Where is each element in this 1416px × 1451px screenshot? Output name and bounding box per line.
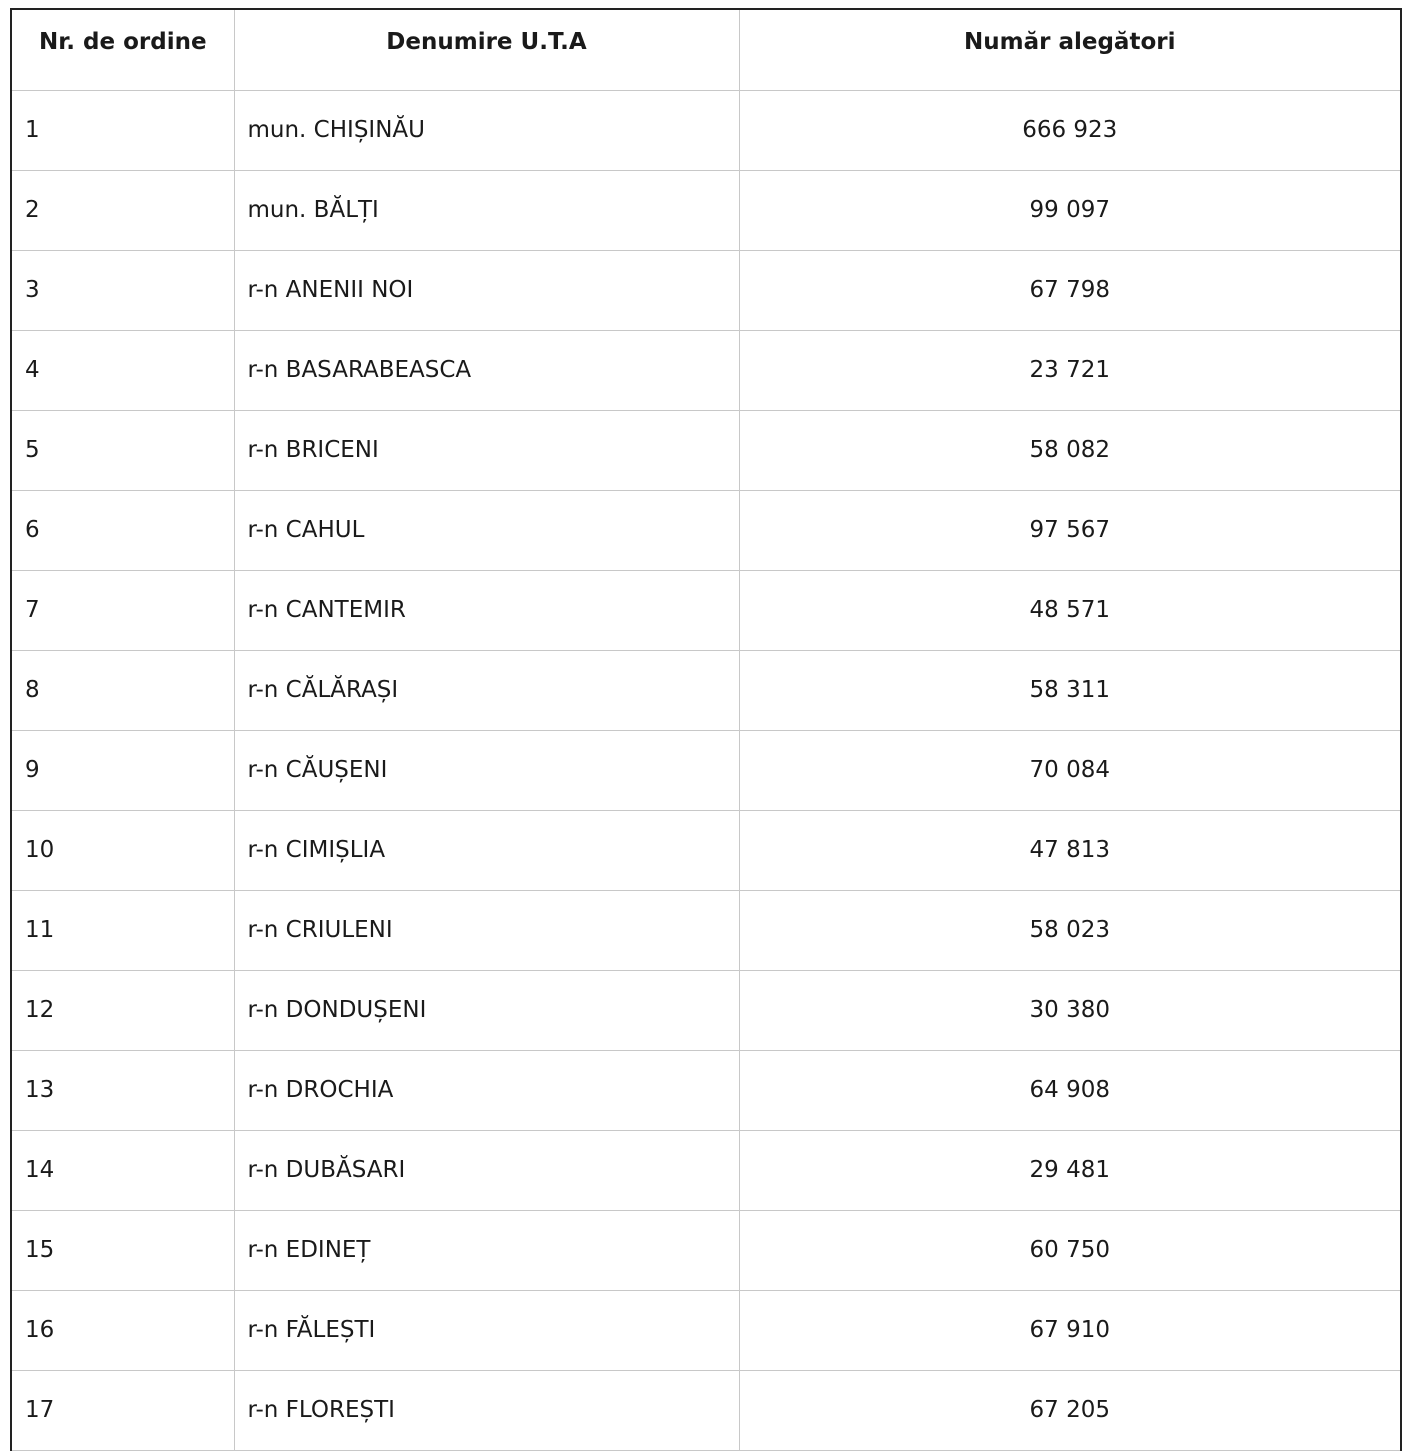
table-row	[11, 330, 1401, 410]
table-row	[11, 90, 1401, 170]
cell-nr: 15	[11, 1210, 234, 1290]
cell-name: r-n DONDUȘENI	[234, 970, 739, 1050]
cell-voters: 70 084	[739, 730, 1401, 810]
table-row	[11, 490, 1401, 570]
cell-name: r-n CĂUȘENI	[234, 730, 739, 810]
table-row	[11, 810, 1401, 890]
table-row	[11, 650, 1401, 730]
table-row	[11, 970, 1401, 1050]
cell-voters: 67 205	[739, 1370, 1401, 1450]
cell-nr: 11	[11, 890, 234, 970]
cell-name: r-n FĂLEȘTI	[234, 1290, 739, 1370]
cell-nr: 17	[11, 1370, 234, 1450]
voters-table	[10, 8, 1402, 1451]
cell-name: mun. CHIȘINĂU	[234, 90, 739, 170]
cell-nr: 16	[11, 1290, 234, 1370]
cell-voters: 60 750	[739, 1210, 1401, 1290]
cell-voters: 97 567	[739, 490, 1401, 570]
voters-table-container	[10, 8, 1400, 1451]
cell-nr: 7	[11, 570, 234, 650]
header-voters: Număr alegători	[739, 9, 1401, 90]
table-row	[11, 250, 1401, 330]
cell-name: r-n FLOREȘTI	[234, 1370, 739, 1450]
cell-name: mun. BĂLȚI	[234, 170, 739, 250]
cell-nr: 4	[11, 330, 234, 410]
cell-nr: 1	[11, 90, 234, 170]
header-name: Denumire U.T.A	[234, 9, 739, 90]
cell-nr: 14	[11, 1130, 234, 1210]
table-row	[11, 410, 1401, 490]
cell-voters: 58 311	[739, 650, 1401, 730]
cell-name: r-n DROCHIA	[234, 1050, 739, 1130]
cell-name: r-n ANENII NOI	[234, 250, 739, 330]
cell-voters: 29 481	[739, 1130, 1401, 1210]
cell-name: r-n BASARABEASCA	[234, 330, 739, 410]
table-row	[11, 1210, 1401, 1290]
header-nr: Nr. de ordine	[11, 9, 234, 90]
table-row	[11, 1370, 1401, 1450]
cell-voters: 30 380	[739, 970, 1401, 1050]
cell-nr: 6	[11, 490, 234, 570]
cell-nr: 3	[11, 250, 234, 330]
table-row	[11, 730, 1401, 810]
cell-name: r-n CRIULENI	[234, 890, 739, 970]
cell-nr: 12	[11, 970, 234, 1050]
cell-voters: 64 908	[739, 1050, 1401, 1130]
cell-voters: 58 082	[739, 410, 1401, 490]
table-row	[11, 1050, 1401, 1130]
table-row	[11, 1290, 1401, 1370]
table-row	[11, 890, 1401, 970]
table-row	[11, 170, 1401, 250]
cell-nr: 2	[11, 170, 234, 250]
cell-voters: 48 571	[739, 570, 1401, 650]
cell-name: r-n BRICENI	[234, 410, 739, 490]
cell-name: r-n EDINEȚ	[234, 1210, 739, 1290]
cell-nr: 5	[11, 410, 234, 490]
cell-voters: 666 923	[739, 90, 1401, 170]
cell-voters: 23 721	[739, 330, 1401, 410]
cell-voters: 67 798	[739, 250, 1401, 330]
cell-nr: 13	[11, 1050, 234, 1130]
cell-voters: 47 813	[739, 810, 1401, 890]
cell-voters: 67 910	[739, 1290, 1401, 1370]
cell-voters: 99 097	[739, 170, 1401, 250]
cell-name: r-n CAHUL	[234, 490, 739, 570]
cell-name: r-n CĂLĂRAȘI	[234, 650, 739, 730]
cell-nr: 9	[11, 730, 234, 810]
cell-name: r-n CANTEMIR	[234, 570, 739, 650]
table-row	[11, 1130, 1401, 1210]
cell-nr: 8	[11, 650, 234, 730]
table-header-row	[11, 9, 1401, 90]
cell-name: r-n CIMIȘLIA	[234, 810, 739, 890]
cell-nr: 10	[11, 810, 234, 890]
cell-name: r-n DUBĂSARI	[234, 1130, 739, 1210]
cell-voters: 58 023	[739, 890, 1401, 970]
table-row	[11, 570, 1401, 650]
